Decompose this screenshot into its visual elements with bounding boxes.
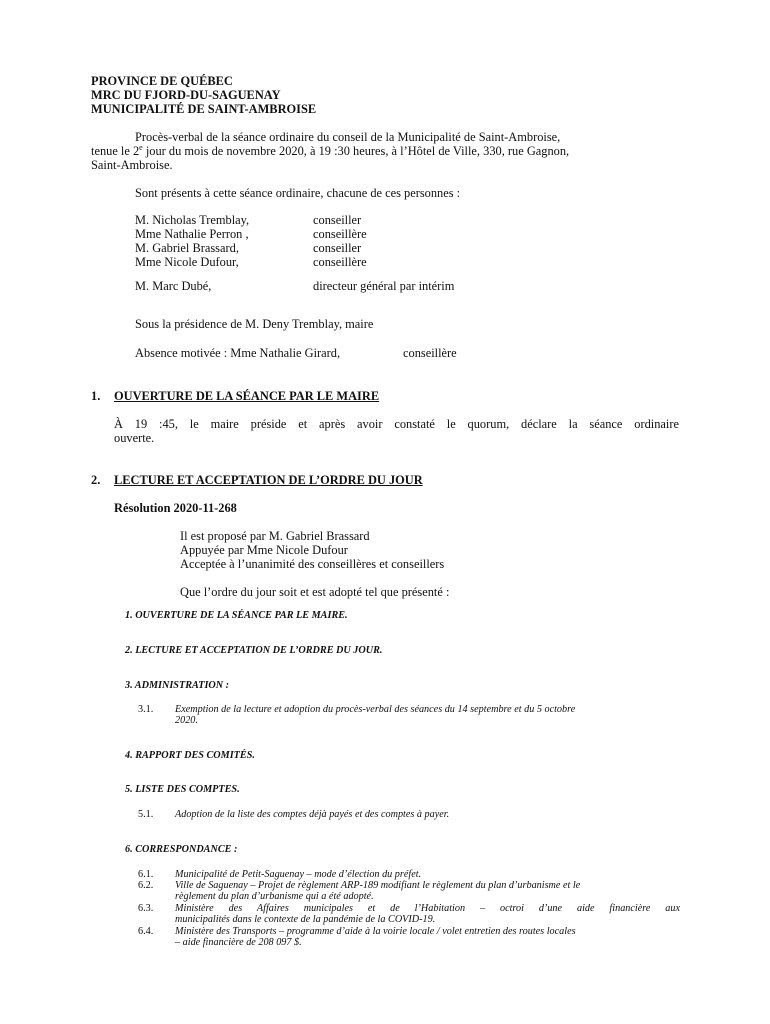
section-1-title: OUVERTURE DE LA SÉANCE PAR LE MAIRE bbox=[114, 389, 380, 403]
agenda-item-4: 4. RAPPORT DES COMITÉS. bbox=[125, 750, 255, 761]
agenda-item-6-4-line-1: Ministère des Transports – programme d’aide à la voirie locale / volet entretien des routes locales bbox=[175, 926, 576, 937]
agenda-item-5-1: Adoption de la liste des comptes déjà payés et des comptes à payer. bbox=[175, 809, 450, 820]
agenda-item-6-1-number: 6.1. bbox=[138, 869, 154, 880]
intro-line-2 bbox=[91, 144, 569, 159]
seconded-by: Appuyée par Mme Nicole Dufour bbox=[180, 543, 348, 557]
director-name: M. Marc Dubé, bbox=[135, 279, 212, 293]
intro-line-2a: tenue le 2 bbox=[91, 144, 140, 158]
agenda-item-6-1: Municipalité de Petit-Saguenay – mode d’élection du préfet. bbox=[175, 869, 422, 880]
section-1-paragraph-line-2: ouverte. bbox=[114, 431, 155, 445]
agenda-item-6-4-number: 6.4. bbox=[138, 926, 154, 937]
agenda-item-1: 1. OUVERTURE DE LA SÉANCE PAR LE MAIRE. bbox=[125, 610, 348, 621]
member-name: Mme Nathalie Perron , bbox=[135, 227, 249, 241]
agenda-item-6-2-number: 6.2. bbox=[138, 880, 154, 891]
proposed-by: Il est proposé par M. Gabriel Brassard bbox=[180, 529, 370, 543]
absence-line: Absence motivée : Mme Nathalie Girard, bbox=[135, 346, 341, 360]
agenda-item-3: 3. ADMINISTRATION : bbox=[125, 680, 230, 691]
section-1-number: 1. bbox=[91, 389, 101, 403]
agenda-item-6: 6. CORRESPONDANCE : bbox=[125, 844, 238, 855]
header-province: PROVINCE DE QUÉBEC bbox=[91, 74, 233, 88]
agenda-item-6-3-line-2: municipalités dans le contexte de la pandémie de la COVID-19. bbox=[175, 914, 436, 925]
member-role: conseillère bbox=[313, 255, 367, 269]
agenda-item-3-1-number: 3.1. bbox=[138, 704, 154, 715]
adopted-line: Que l’ordre du jour soit et est adopté tel que présenté : bbox=[180, 585, 450, 599]
member-role: conseiller bbox=[313, 213, 362, 227]
agenda-item-3-1-line-2: 2020. bbox=[175, 715, 198, 726]
agenda-item-2: 2. LECTURE ET ACCEPTATION DE L’ORDRE DU JOUR. bbox=[125, 645, 383, 656]
resolution-number: Résolution 2020-11-268 bbox=[114, 501, 237, 515]
absence-role: conseillère bbox=[403, 346, 457, 360]
section-1-paragraph-line-1: À 19 :45, le maire préside et après avoir constaté le quorum, déclare la séance ordinaire bbox=[114, 417, 679, 431]
member-role: conseiller bbox=[313, 241, 362, 255]
agenda-item-6-2-line-2: règlement du plan d’urbanisme qui a été adopté. bbox=[175, 891, 374, 902]
member-name: M. Nicholas Tremblay, bbox=[135, 213, 250, 227]
presence-intro: Sont présents à cette séance ordinaire, chacune de ces personnes : bbox=[135, 186, 461, 200]
accepted-line: Acceptée à l’unanimité des conseillères et conseillers bbox=[180, 557, 445, 571]
intro-line-2b: jour du mois de novembre 2020, à 19 :30 heures, à l’Hôtel de Ville, 330, rue Gagnon, bbox=[142, 144, 570, 158]
member-role: conseillère bbox=[313, 227, 367, 241]
header-municipality: MUNICIPALITÉ DE SAINT-AMBROISE bbox=[91, 102, 317, 116]
agenda-item-3-1-line-1: Exemption de la lecture et adoption du procès-verbal des séances du 14 septembre et du 5 octobre bbox=[175, 704, 576, 715]
presidence-line: Sous la présidence de M. Deny Tremblay, maire bbox=[135, 317, 374, 331]
agenda-item-6-3-line-1: Ministère des Affaires municipales et de l’Habitation – octroi d’une aide financière aux bbox=[175, 903, 680, 914]
agenda-item-6-3-number: 6.3. bbox=[138, 903, 154, 914]
intro-line-3: Saint-Ambroise. bbox=[91, 158, 173, 172]
member-name: Mme Nicole Dufour, bbox=[135, 255, 239, 269]
member-name: M. Gabriel Brassard, bbox=[135, 241, 239, 255]
intro-superscript: e bbox=[139, 142, 143, 152]
header-mrc: MRC DU FJORD-DU-SAGUENAY bbox=[91, 88, 281, 102]
section-2-number: 2. bbox=[91, 473, 101, 487]
intro-line-1: Procès-verbal de la séance ordinaire du conseil de la Municipalité de Saint-Ambroise, bbox=[135, 130, 561, 144]
agenda-item-5: 5. LISTE DES COMPTES. bbox=[125, 784, 240, 795]
section-2-title: LECTURE ET ACCEPTATION DE L’ORDRE DU JOUR bbox=[114, 473, 423, 487]
director-role: directeur général par intérim bbox=[313, 279, 455, 293]
agenda-item-6-2-line-1: Ville de Saguenay – Projet de règlement ARP-189 modifiant le règlement du plan d’urbanisme et le bbox=[175, 880, 581, 891]
agenda-item-6-4-line-2: – aide financière de 208 097 $. bbox=[175, 937, 302, 948]
agenda-item-5-1-number: 5.1. bbox=[138, 809, 154, 820]
